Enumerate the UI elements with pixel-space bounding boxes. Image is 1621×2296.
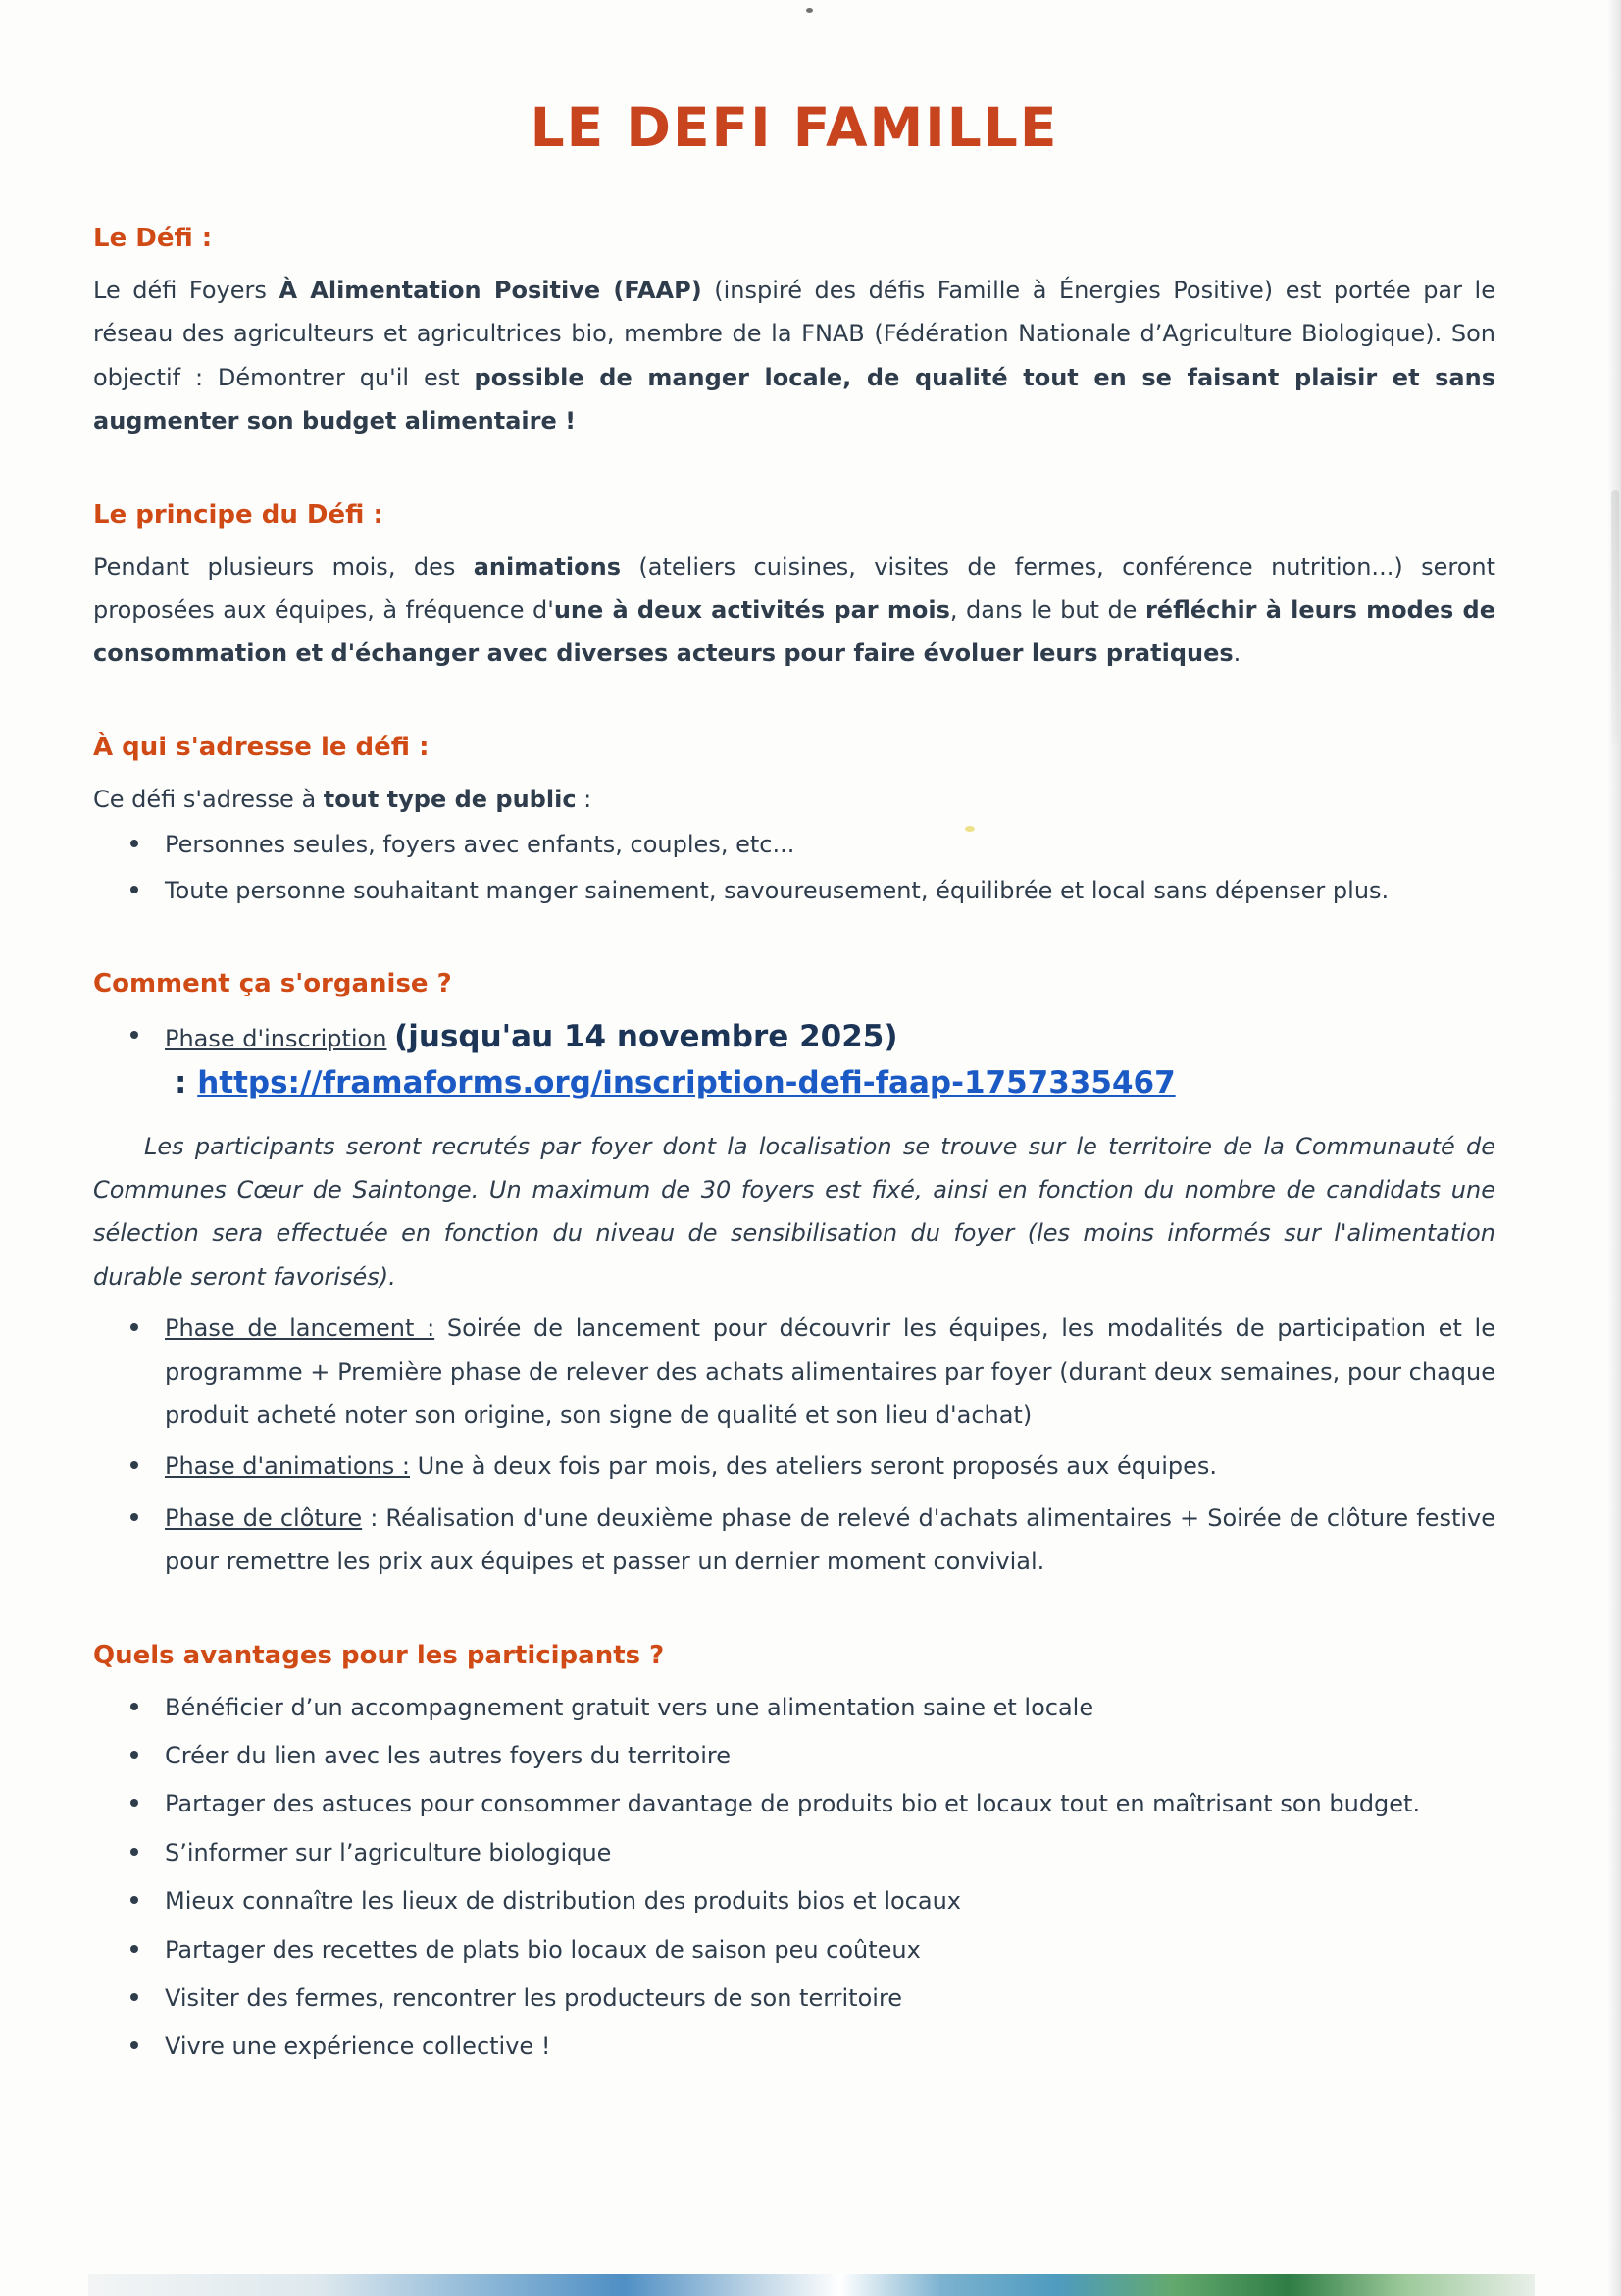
text-segment: : xyxy=(175,1065,198,1101)
scan-artifact-dot xyxy=(806,8,813,13)
text-segment: Une à deux fois par mois, des ateliers seront proposés aux équipes. xyxy=(409,1453,1218,1481)
list-item xyxy=(93,2024,1495,2067)
list-item xyxy=(93,1928,1495,1971)
phases-bullet-list xyxy=(93,1306,1495,1583)
scan-artifact-speck xyxy=(965,826,975,832)
heading-le-defi: Le Défi : xyxy=(93,224,213,253)
text-segment: Pendant plusieurs mois, des xyxy=(93,552,474,581)
text-segment: réfléchir à leurs modes de consommation et d'échanger avec diverses acteurs pour faire évoluer leurs pratiques xyxy=(93,595,1496,668)
bullet-icon xyxy=(130,1945,138,1953)
text-segment: Le défi Foyers xyxy=(93,277,279,304)
bullet-icon xyxy=(130,1751,138,1759)
public-bullet-list xyxy=(93,823,1495,912)
scan-edge-smudge xyxy=(1611,490,1619,745)
list-item-text: Visiter des fermes, rencontrer les producteurs de son territoire xyxy=(165,1983,903,2012)
section-le-defi xyxy=(93,224,1495,443)
list-item xyxy=(93,1445,1495,1488)
inscription-deadline: (jusqu'au 14 novembre 2025) xyxy=(394,1018,898,1054)
document-title: LE DEFI FAMILLE xyxy=(530,96,1059,159)
list-item xyxy=(93,1497,1495,1584)
list-item-text: Créer du lien avec les autres foyers du territoire xyxy=(165,1741,731,1769)
text-segment: animations xyxy=(473,552,622,581)
bullet-icon xyxy=(130,1323,138,1331)
inscription-list xyxy=(93,1014,1495,1107)
bottom-image-strip xyxy=(88,2274,1535,2296)
heading-principe: Le principe du Défi : xyxy=(93,499,383,530)
phase-cloture-label: Phase de clôture xyxy=(165,1504,363,1532)
text-segment: : Réalisation d'une deuxième phase de relevé d'achats alimentaires + Soirée de clôture festive pour remettre les prix aux équipes et passer un dernier moment convivial. xyxy=(165,1504,1495,1576)
text-segment: Soirée de lancement pour découvrir les équipes, les modalités de participation et le programme + Première phase de relever des achats alimentaires par foyer (durant deux semaines, pour chaque produit acheté noter son origine, son signe de qualité et son lieu d'achat) xyxy=(165,1314,1495,1430)
list-item-text: Vivre une expérience collective ! xyxy=(165,2032,551,2061)
list-item-inscription xyxy=(93,1014,1495,1107)
inscription-phase-line xyxy=(165,1014,1495,1060)
bullet-icon xyxy=(130,1993,138,2001)
list-item xyxy=(93,869,1495,912)
list-item-text: Partager des recettes de plats bio locaux de saison peu coûteux xyxy=(165,1935,921,1964)
bullet-icon xyxy=(130,1031,138,1039)
list-item xyxy=(93,1976,1495,2019)
section-avantages xyxy=(93,1641,1495,2068)
list-item-text: Toute personne souhaitant manger sainement, savoureusement, équilibrée et local sans dépenser plus. xyxy=(165,876,1390,904)
heading-avantages: Quels avantages pour les participants ? xyxy=(93,1640,665,1670)
paragraph-principe xyxy=(93,545,1495,676)
bullet-icon xyxy=(130,2041,138,2049)
bullet-icon xyxy=(130,886,138,893)
bullet-icon xyxy=(130,1461,138,1469)
inscription-link[interactable]: https://framaforms.org/inscription-defi-faap-1757335467 xyxy=(197,1065,1176,1101)
bullet-icon xyxy=(130,1896,138,1904)
text-segment: Les participants seront recrutés par foyer dont la localisation se trouve sur le territoire de la Communauté de Communes Cœur de Saintonge. Un maximum de 30 foyers est fixé, ainsi en fonction du nombre de candidats une sélection sera effectuée en fonction du niveau de sensibilisation du foyer (les moins informés sur l'alimentation durable seront favorisés). xyxy=(93,1132,1495,1291)
paragraph-recrutement xyxy=(93,1125,1495,1300)
text-segment: À Alimentation Positive (FAAP) xyxy=(279,277,702,304)
bullet-icon xyxy=(130,1513,138,1521)
heading-public: À qui s'adresse le défi : xyxy=(93,732,430,762)
list-item-text xyxy=(165,1497,1495,1584)
section-organisation xyxy=(93,969,1495,1584)
phase-inscription-label: Phase d'inscription xyxy=(165,1024,387,1052)
inscription-link-line xyxy=(165,1060,1495,1106)
section-principe xyxy=(93,500,1495,676)
list-item-text: Partager des astuces pour consommer davantage de produits bio et locaux tout en maîtrisant son budget. xyxy=(165,1790,1421,1818)
list-item xyxy=(93,1879,1495,1922)
paragraph-le-defi xyxy=(93,269,1495,443)
text-segment: (ateliers cuisines, visites de fermes, conférence nutrition...) seront proposées aux équipes, à fréquence d' xyxy=(93,552,1495,624)
list-item xyxy=(93,1831,1495,1874)
list-item xyxy=(93,1782,1495,1825)
list-item xyxy=(93,1306,1495,1437)
list-item xyxy=(93,823,1495,866)
text-segment: Ce défi s'adresse à xyxy=(93,785,324,813)
list-item-text: Mieux connaître les lieux de distribution des produits bios et locaux xyxy=(165,1887,961,1915)
phase-lancement-label: Phase de lancement : xyxy=(165,1314,435,1343)
paragraph-public-intro xyxy=(93,778,1495,821)
list-item-text xyxy=(165,1306,1495,1437)
text-segment: : xyxy=(576,785,592,813)
section-public xyxy=(93,733,1495,912)
list-item-text: S’informer sur l’agriculture biologique xyxy=(165,1838,612,1866)
bullet-icon xyxy=(130,1703,138,1710)
text-segment: une à deux activités par mois xyxy=(553,595,950,624)
list-item-text xyxy=(165,1445,1495,1488)
heading-organisation: Comment ça s'organise ? xyxy=(93,968,452,998)
text-segment: (inspiré des défis Famille à Énergies Positive) est portée par le réseau des agriculteurs et agricultrices bio, membre de la FNAB (Fédération Nationale d’Agriculture Biologique). Son objectif : Démontrer qu'il est xyxy=(93,277,1495,391)
scan-edge-streak xyxy=(1607,0,1621,2296)
list-item-text: Bénéficier d’un accompagnement gratuit vers une alimentation saine et locale xyxy=(165,1693,1094,1721)
text-segment: . xyxy=(1233,639,1241,668)
text-segment xyxy=(386,1025,394,1052)
avantages-bullet-list xyxy=(93,1686,1495,2068)
list-item xyxy=(93,1686,1495,1729)
list-item-text: Personnes seules, foyers avec enfants, couples, etc... xyxy=(165,831,795,859)
text-segment: possible de manger locale, de qualité tout en se faisant plaisir et sans augmenter son budget alimentaire ! xyxy=(93,363,1495,435)
bullet-icon xyxy=(130,1799,138,1807)
bullet-icon xyxy=(130,840,138,847)
text-segment: tout type de public xyxy=(323,785,577,813)
text-segment: , dans le but de xyxy=(949,595,1145,624)
phase-animations-label: Phase d'animations : xyxy=(165,1453,410,1481)
bullet-icon xyxy=(130,1848,138,1856)
list-item xyxy=(93,1734,1495,1777)
